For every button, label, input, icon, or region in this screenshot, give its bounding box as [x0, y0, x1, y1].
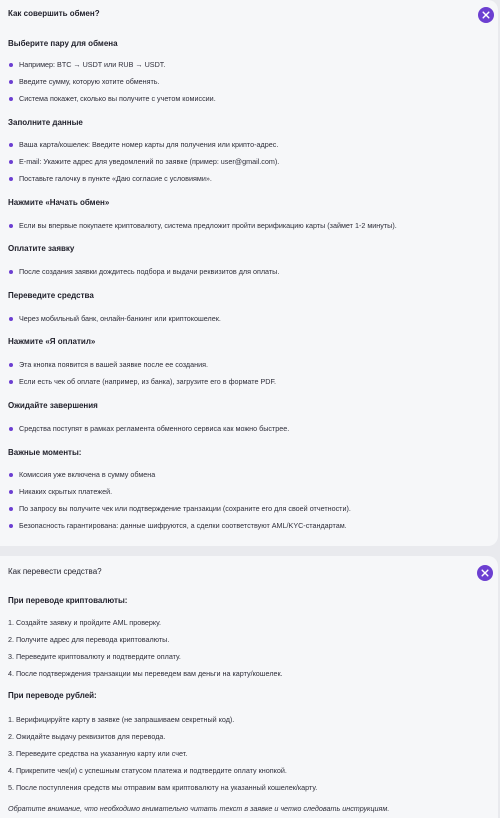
list-item: По запросу вы получите чек или подтверждение транзакции (сохраните его для своей отчетности).	[19, 504, 351, 513]
section-heading: При переводе криптовалюты:	[8, 596, 128, 605]
section-heading: Нажмите «Я оплатил»	[8, 337, 96, 346]
bullet-dot	[9, 224, 13, 228]
bullet-dot	[9, 143, 13, 147]
bullet-dot	[9, 427, 13, 431]
bullet-dot	[9, 524, 13, 528]
bullet-dot	[9, 97, 13, 101]
list-item: После создания заявки дождитесь подбора и выдачи реквизитов для оплаты.	[19, 267, 280, 276]
faq-title[interactable]: Как перевести средства?	[8, 567, 102, 576]
bullet-dot	[9, 80, 13, 84]
close-icon	[482, 11, 490, 19]
section-heading: Переведите средства	[8, 291, 94, 300]
close-icon	[481, 569, 489, 577]
list-item: Система покажет, сколько вы получите с учетом комиссии.	[19, 94, 216, 103]
faq-title[interactable]: Как совершить обмен?	[8, 9, 100, 18]
list-item: 4. После подтверждения транзакции мы переведем вам деньги на карту/кошелек.	[8, 669, 283, 678]
section-heading: Ожидайте завершения	[8, 401, 98, 410]
list-item: Эта кнопка появится в вашей заявке после ее создания.	[19, 360, 208, 369]
instruction-note: Обратите внимание, что необходимо внимательно читать текст в заявке и четко следовать инструкциям.	[8, 804, 390, 813]
bullet-dot	[9, 63, 13, 67]
list-item: 4. Прикрепите чек(и) с успешным статусом платежа и подтвердите оплату кнопкой.	[8, 766, 287, 775]
bullet-dot	[9, 490, 13, 494]
list-item: 2. Ожидайте выдачу реквизитов для перевода.	[8, 732, 166, 741]
section-heading: При переводе рублей:	[8, 691, 97, 700]
bullet-dot	[9, 270, 13, 274]
list-item: Введите сумму, которую хотите обменять.	[19, 77, 160, 86]
bullet-dot	[9, 177, 13, 181]
list-item: Например: BTC → USDT или RUB → USDT.	[19, 60, 166, 69]
list-item: Поставьте галочку в пункте «Даю согласие с условиями».	[19, 174, 212, 183]
bullet-dot	[9, 507, 13, 511]
close-button[interactable]	[477, 565, 493, 581]
list-item: Безопасность гарантирована: данные шифруются, а сделки соответствуют AML/KYC-стандартам.	[19, 521, 347, 530]
section-heading: Нажмите «Начать обмен»	[8, 198, 110, 207]
list-item: 3. Переведите средства на указанную карту или счет.	[8, 749, 188, 758]
list-item: 5. После поступления средств мы отправим вам криптовалюту на указанный кошелек/карту.	[8, 783, 318, 792]
list-item: Если есть чек об оплате (например, из банка), загрузите его в формате PDF.	[19, 377, 277, 386]
list-item: Если вы впервые покупаете криптовалюту, система предложит пройти верификацию карты (займет 1-2 минуты).	[19, 221, 397, 230]
list-item: Через мобильный банк, онлайн-банкинг или криптокошелек.	[19, 314, 221, 323]
section-heading: Выберите пару для обмена	[8, 39, 118, 48]
close-button[interactable]	[478, 7, 494, 23]
bullet-dot	[9, 380, 13, 384]
bullet-dot	[9, 473, 13, 477]
list-item: Комиссия уже включена в сумму обмена	[19, 470, 156, 479]
section-heading: Оплатите заявку	[8, 244, 75, 253]
list-item: 3. Переведите криптовалюту и подтвердите оплату.	[8, 652, 181, 661]
bullet-dot	[9, 160, 13, 164]
bullet-dot	[9, 317, 13, 321]
section-heading: Важные моменты:	[8, 448, 82, 457]
list-item: 1. Верифицируйте карту в заявке (не запрашиваем секретный код).	[8, 715, 235, 724]
list-item: 2. Получите адрес для перевода криптовалюты.	[8, 635, 170, 644]
bullet-dot	[9, 363, 13, 367]
section-heading: Заполните данные	[8, 118, 83, 127]
list-item: E-mail: Укажите адрес для уведомлений по заявке (пример: user@gmail.com).	[19, 157, 280, 166]
list-item: Ваша карта/кошелек: Введите номер карты для получения или крипто-адрес.	[19, 140, 279, 149]
list-item: 1. Создайте заявку и пройдите AML проверку.	[8, 618, 162, 627]
list-item: Никаких скрытых платежей.	[19, 487, 113, 496]
list-item: Средства поступят в рамках регламента обменного сервиса как можно быстрее.	[19, 424, 290, 433]
